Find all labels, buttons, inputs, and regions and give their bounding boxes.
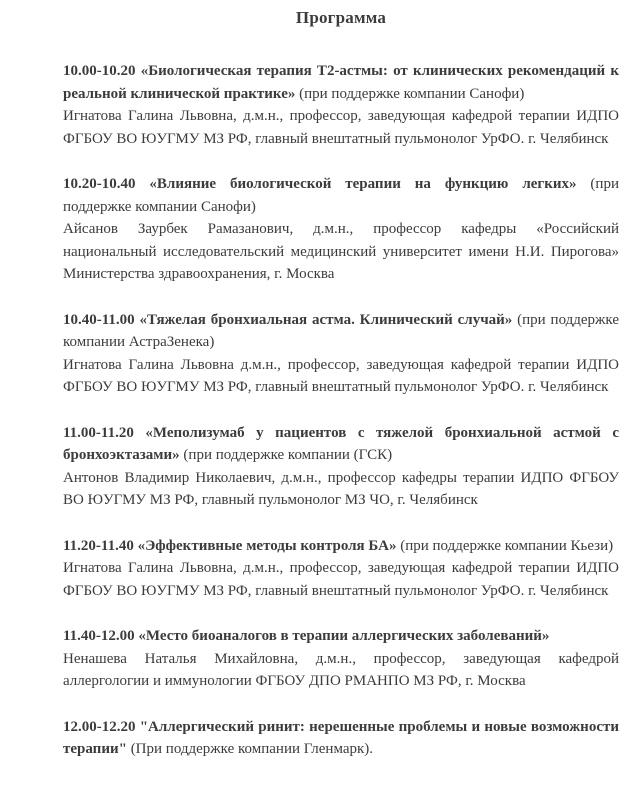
- session-block-7: [63, 716, 619, 761]
- session-title: [63, 309, 619, 354]
- session-speaker: Игнатова Галина Львовна, д.м.н., профессор, заведующая кафедрой терапии ИДПО ФГБОУ ВО ЮУГМУ МЗ РФ, главный внештатный пульмонолог УрФО. г. Челябинск: [63, 560, 619, 599]
- session-speaker: Ненашева Наталья Михайловна, д.м.н., профессор, заведующая кафедрой аллергологии и иммунологии ФГБОУ ДПО РМАНПО МЗ РФ, г. Москва: [63, 650, 619, 689]
- session-time-title: 11.40-12.00 «Место биоаналогов в терапии аллергических заболеваний»: [63, 628, 550, 644]
- session-sponsor-note: (при поддержке компании Санофи): [63, 176, 619, 215]
- document-content: [63, 6, 619, 761]
- session-sponsor-note: (при поддержке компании Кьези): [396, 537, 614, 554]
- session-sponsor-note: (при поддержке компании АстраЗенека): [63, 311, 619, 350]
- session-title: [63, 716, 619, 761]
- session-title: [63, 60, 619, 105]
- session-block-2: [63, 173, 619, 286]
- session-time-title: 10.40-11.00 «Тяжелая бронхиальная астма. Клинический случай»: [63, 311, 513, 328]
- session-sponsor-note: (При поддержке компании Гленмарк).: [126, 741, 374, 757]
- session-block-3: [63, 309, 619, 399]
- session-block-4: [63, 422, 619, 512]
- session-block-1: [63, 60, 619, 150]
- session-speaker: Игнатова Галина Львовна, д.м.н., профессор, заведующая кафедрой терапии ИДПО ФГБОУ ВО ЮУГМУ МЗ РФ, главный внештатный пульмонолог УрФО. г. Челябинск: [63, 108, 619, 147]
- page-title: Программа: [295, 8, 387, 27]
- session-sponsor-note: (при поддержке компании Санофи): [295, 85, 525, 102]
- session-title: [63, 173, 619, 218]
- session-time-title: 11.00-11.20 «Меполизумаб у пациентов с тяжелой бронхиальной астмой с бронхоэктазами»: [63, 424, 619, 463]
- session-speaker: Айсанов Заурбек Рамазанович, д.м.н., профессор кафедры «Российский национальный исследовательский медицинский университет имени Н.И. Пирогова» Министерства здравоохранения, г. Москва: [63, 221, 619, 282]
- session-speaker: Игнатова Галина Львовна д.м.н., профессор, заведующая кафедрой терапии ИДПО ФГБОУ ВО ЮУГМУ МЗ РФ, главный внештатный пульмонолог УрФО. г. Челябинск: [63, 356, 619, 395]
- session-title: [63, 625, 619, 648]
- session-speaker: Антонов Владимир Николаевич, д.м.н., профессор кафедры терапии ИДПО ФГБОУ ВО ЮУГМУ МЗ РФ, главный пульмонолог МЗ ЧО, г. Челябинск: [63, 469, 619, 508]
- session-time-title: 12.00-12.20 "Аллергический ринит: нерешенные проблемы и новые возможности терапии": [63, 718, 619, 757]
- session-title: [63, 422, 619, 467]
- session-sponsor-note: (при поддержке компании (ГСК): [179, 447, 393, 463]
- session-time-title: 10.20-10.40 «Влияние биологической терапии на функцию легких»: [63, 176, 577, 192]
- session-title: [63, 535, 619, 558]
- session-time-title: 11.20-11.40 «Эффективные методы контроля БА»: [63, 537, 397, 554]
- session-block-5: [63, 535, 619, 603]
- session-time-title: 10.00-10.20 «Биологическая терапия Т2-астмы: от клинических рекомендаций к реальной клинической практике»: [63, 63, 619, 102]
- session-block-6: [63, 625, 619, 693]
